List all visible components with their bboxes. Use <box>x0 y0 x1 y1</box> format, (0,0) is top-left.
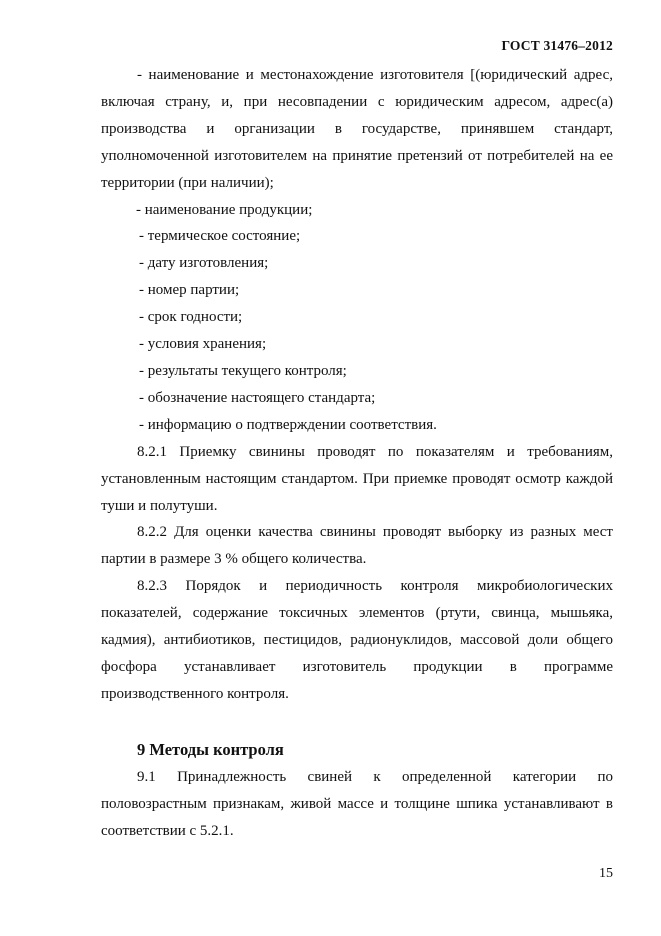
clause-8-2-1: 8.2.1 Приемку свинины проводят по показателям и требованиям, установленным настоящим стандартом. При приемке проводят осмотр каждой туши и полутуши. <box>101 443 613 514</box>
list-item: - наименование продукции; <box>136 201 313 218</box>
section-9-heading: 9 Методы контроля <box>137 739 284 759</box>
list-item: - номер партии; <box>139 282 240 299</box>
clause-8-2-3: 8.2.3 Порядок и периодичность контроля микробиологических показателей, содержание токсичных элементов (ртути, свинца, мышьяка, кадмия), антибиотиков, пестицидов, радионуклидов, массовой доли общего фосфора устанавливает изготовитель продукции в программе производственного контроля. <box>101 578 613 702</box>
list-item: - информацию о подтверждении соответствия. <box>139 416 437 433</box>
list-item: - обозначение настоящего стандарта; <box>139 389 376 406</box>
list-item: - термическое состояние; <box>139 228 301 245</box>
list-item: - срок годности; <box>139 309 243 326</box>
clause-9-1: 9.1 Принадлежность свиней к определенной категории по половозрастным признакам, живой массе и толщине шпика устанавливают в соответствии с 5.2.1. <box>101 768 613 839</box>
manufacturer-item: - наименование и местонахождение изготовителя [(юридический адрес, включая страну, и, при несовпадении с юридическим адресом, адрес(а) производства и организации в государстве, принявшем стандарт, уполномоченной изготовителем на принятие претензий от потребителей на ее территории (при наличии); <box>101 67 613 191</box>
list-item: - дату изготовления; <box>139 255 269 272</box>
clause-8-2-2: 8.2.2 Для оценки качества свинины проводят выборку из разных мест партии в размере 3 % общего количества. <box>101 524 613 568</box>
page-body <box>101 62 613 844</box>
list-item: - условия хранения; <box>139 336 267 353</box>
list-item: - результаты текущего контроля; <box>139 362 347 379</box>
document-header-code: ГОСТ 31476–2012 <box>501 38 613 53</box>
page-number: 15 <box>599 866 613 881</box>
